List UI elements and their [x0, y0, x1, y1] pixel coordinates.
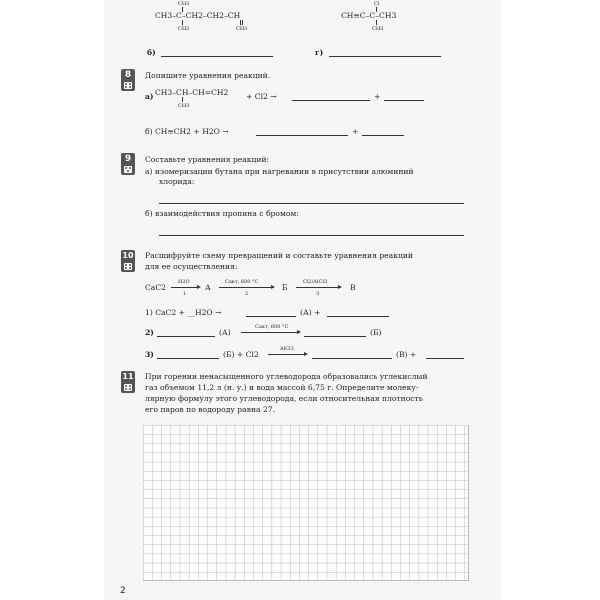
answer-line-10-3c[interactable] [426, 358, 464, 359]
task-number-badge: 10 [121, 250, 135, 272]
answer-line-9a[interactable] [159, 203, 464, 204]
task11-line4: его паров по водороду равна 27. [145, 405, 276, 414]
answer-line-8a-2[interactable] [384, 100, 424, 101]
task11-line1: При горении ненасыщенного углеводорода образовались углекислый [145, 372, 428, 381]
scheme-v: В [350, 283, 356, 292]
task-number-badge: 9 [121, 153, 135, 175]
scheme-arrow-1 [171, 287, 199, 288]
eq2-arrow [241, 332, 299, 333]
task10-eq3-mid: (Б) + Cl2 [223, 350, 259, 359]
scheme-a: А [205, 283, 211, 292]
answer-line-g[interactable] [329, 56, 441, 57]
answer-line-10-3a[interactable] [157, 358, 219, 359]
task8-b-text: б) CH≡CH2 + H2O → [145, 127, 229, 136]
answer-label-b: б) [147, 48, 156, 57]
scheme-start: CaC2 [145, 283, 166, 292]
task10-eq1: 1) CaC2 + __H2O → [145, 308, 222, 317]
answer-line-10-3b[interactable] [312, 358, 392, 359]
answer-line-10-1a[interactable] [246, 316, 296, 317]
task8-a-reagent: + Cl2 → [246, 92, 277, 101]
task9-a-line2: хлорида: [159, 177, 195, 186]
task8-title: Допишите уравнения реакций. [145, 71, 271, 80]
task8-a-formula: CH3–CH–CH=CH2 [155, 88, 229, 97]
plus-sign: + [374, 92, 381, 101]
task8-a-sub: CH3 [178, 103, 190, 109]
scheme-step1-bottom: 1 [183, 291, 187, 297]
task10-eq2-label: 2) [145, 328, 154, 337]
task8-a-label: а) [145, 92, 154, 101]
page-number: 2 [120, 586, 126, 596]
formula-right-bottom-sub: CH3 [372, 26, 384, 32]
eq3-arrow [268, 354, 306, 355]
scheme-step3-top: Cl2/AlCl3 [303, 279, 328, 285]
task10-eq2-mid: (А) [219, 328, 231, 337]
scheme-b: Б [282, 283, 288, 292]
task-number-badge: 11 [121, 371, 135, 393]
task9-a-line1: а) изомеризации бутана при нагревании в присутствии алюминий [145, 167, 414, 176]
scheme-arrow-3 [296, 287, 340, 288]
formula-right-main: CH≡C–C–CH3 [341, 11, 397, 20]
formula-left-top-sub: CH3 [178, 1, 190, 7]
answer-grid[interactable] [143, 425, 469, 581]
task10-eq2-cond: Cакт, 600 °C [255, 324, 289, 330]
formula-left-bottom-sub: CH3 [178, 26, 190, 32]
answer-label-g: г) [315, 48, 324, 57]
answer-line-8b-2[interactable] [362, 135, 404, 136]
answer-line-10-1b[interactable] [327, 316, 389, 317]
answer-line-8b-1[interactable] [256, 135, 348, 136]
answer-line-10-2b[interactable] [304, 336, 366, 337]
task10-title-line2: для ее осуществления: [145, 262, 238, 271]
scheme-step2-top: Cакт, 600 °C [225, 279, 259, 285]
task10-eq3-cond: AlCl3 [280, 346, 294, 352]
answer-line-8a-1[interactable] [292, 100, 370, 101]
task11-line3: лярную формулу этого углеводорода, если относительная плотность [145, 394, 423, 403]
scheme-step1-top: H2O [178, 279, 190, 285]
task10-eq1-mid: (А) + [300, 308, 321, 317]
task11-line2: газ объемом 11,2 л (н. у.) и вода массой 6,75 г. Определите молеку- [145, 383, 419, 392]
answer-line-b[interactable] [161, 56, 273, 57]
scheme-arrow-2 [219, 287, 273, 288]
task10-eq3-label: 3) [145, 350, 154, 359]
formula-left-main: CH3–C–CH2–CH2–CH [155, 11, 241, 20]
task9-b-text: б) взаимодействия пропина с бромом: [145, 209, 299, 218]
formula-right-top-sub: Cl [374, 1, 380, 7]
answer-line-10-2a[interactable] [157, 336, 215, 337]
scheme-step3-bottom: 3 [316, 291, 320, 297]
formula-left-bottom-sub2: CH3 [236, 26, 248, 32]
task9-title: Составьте уравнения реакций: [145, 155, 270, 164]
task10-eq3-end: (В) + [396, 350, 417, 359]
task-number-badge: 8 [121, 69, 135, 91]
scheme-step2-bottom: 2 [245, 291, 249, 297]
task10-eq2-end: (Б) [370, 328, 382, 337]
answer-line-9b[interactable] [159, 235, 464, 236]
task10-title-line1: Расшифруйте схему превращений и составьте уравнения реакций [145, 251, 413, 260]
plus-sign: + [352, 127, 359, 136]
